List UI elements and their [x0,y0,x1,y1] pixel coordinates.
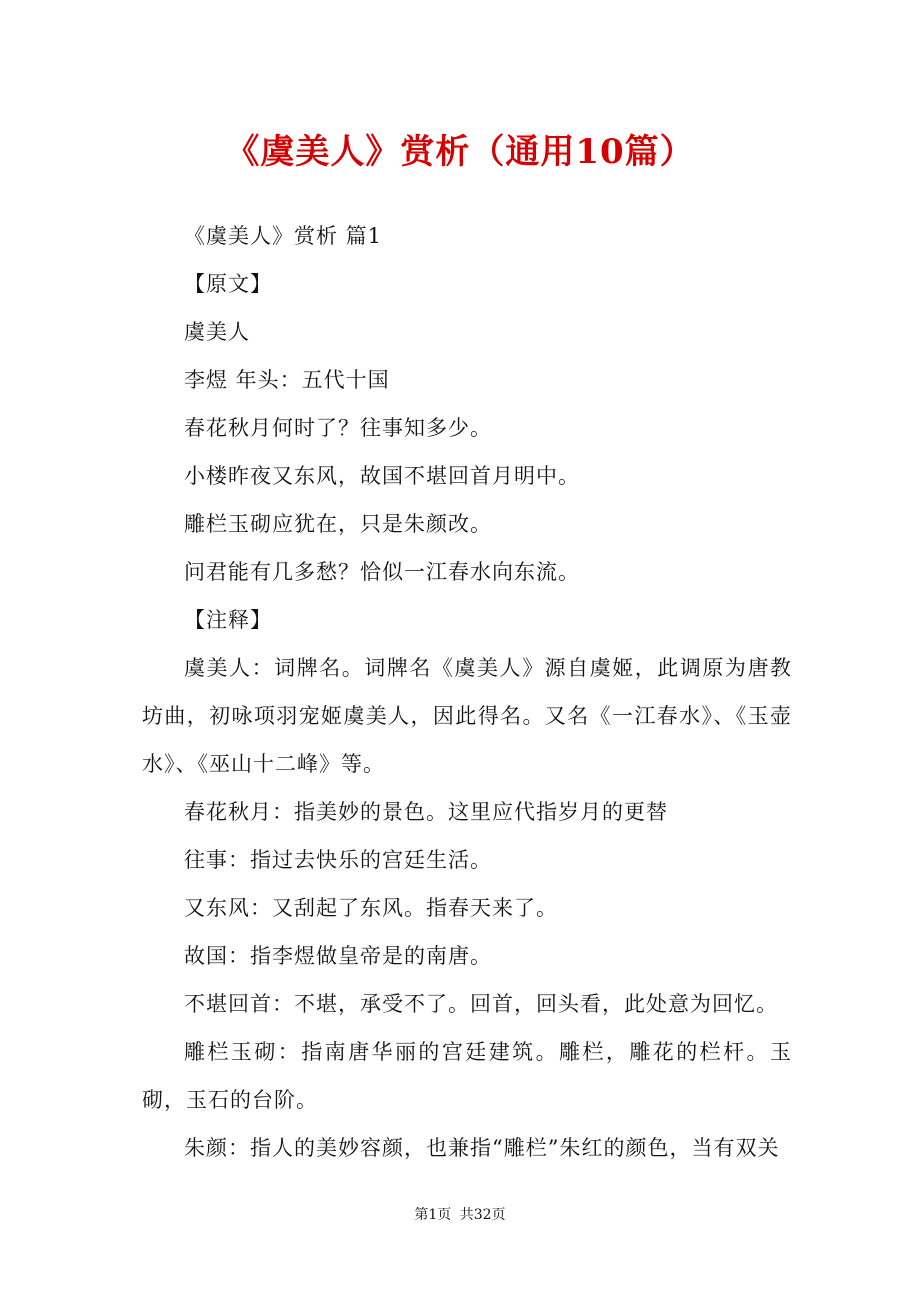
note-paragraph: 又东风：又刮起了东风。指春天来了。 [184,896,558,920]
poem-line: 春花秋月何时了？往事知多少。 [184,416,492,440]
subheading-notes: 【注释】 [184,608,272,632]
poem-author: 李煜 年头：五代十国 [184,368,390,392]
section-heading: 《虞美人》赏析 篇1 [184,224,383,248]
note-paragraph: 雕栏玉砌：指南唐华丽的宫廷建筑。雕栏，雕花的栏杆。玉砌，玉石的台阶。 [142,1040,792,1112]
document-body [142,212,792,1172]
note-paragraph: 朱颜：指人的美妙容颜，也兼指“雕栏”朱红的颜色，当有双关 [184,1136,780,1160]
poem-line: 雕栏玉砌应犹在，只是朱颜改。 [184,512,492,536]
note-paragraph: 春花秋月：指美妙的景色。这里应代指岁月的更替 [184,800,668,824]
note-paragraph: 故国：指李煜做皇帝是的南唐。 [184,944,492,968]
page-total: 共32页 [459,1207,506,1223]
poem-line: 问君能有几多愁？恰似一江春水向东流。 [184,560,580,584]
note-paragraph: 往事：指过去快乐的宫廷生活。 [184,848,492,872]
page-number: 第1页 [414,1207,452,1223]
poem-title: 虞美人 [184,320,250,344]
page-title: 《虞美人》赏析（通用10篇） [225,132,695,172]
poem-line: 小楼昨夜又东风，故国不堪回首月明中。 [184,464,580,488]
page-footer [0,1204,920,1224]
subheading-original-text: 【原文】 [184,272,272,296]
note-paragraph: 不堪回首：不堪，承受不了。回首，回头看，此处意为回忆。 [184,992,778,1016]
note-paragraph: 虞美人：词牌名。词牌名《虞美人》源自虞姬，此调原为唐教坊曲，初咏项羽宠姬虞美人，因此得名。又名《一江春水》、《玉壶水》、《巫山十二峰》等。 [142,656,792,776]
